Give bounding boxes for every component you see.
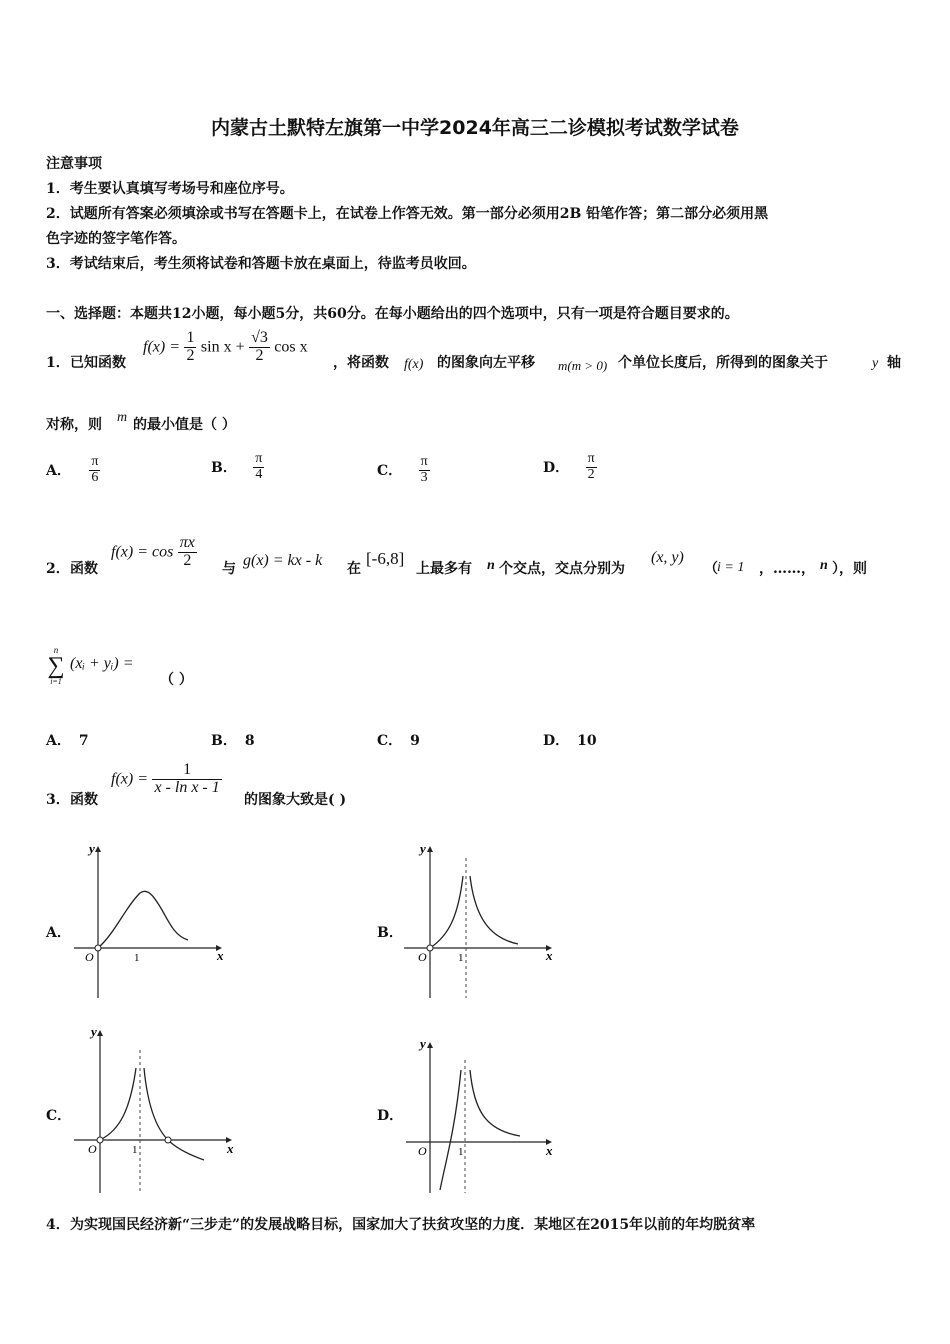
page-title: 内蒙古土默特左旗第一中学2024年高三二诊模拟考试数学试卷 xyxy=(211,117,739,139)
svg-text:y: y xyxy=(420,841,426,856)
q2-text: 在 xyxy=(347,561,361,577)
svg-text:1: 1 xyxy=(134,952,140,964)
svg-text:y: y xyxy=(91,1024,97,1039)
svg-text:1: 1 xyxy=(458,952,464,964)
q1-text: 的图象向左平移 xyxy=(437,355,535,371)
svg-text:y: y xyxy=(420,1036,426,1051)
notice-item: 1．考生要认真填写考场号和座位序号。 xyxy=(46,181,294,197)
q2-interval: [-6,8] xyxy=(366,549,405,568)
svg-text:O: O xyxy=(418,1144,427,1158)
q3-formula: f(x) = $\frac{1}{\text{x - ln x - 1}}$ xyxy=(111,761,220,796)
q2-xy: (x, y) xyxy=(651,549,684,566)
q3-graph-c xyxy=(70,1020,240,1195)
q3-text: 的图象大致是( ) xyxy=(244,792,347,808)
q1-option-a[interactable]: A． $\frac{\pi}{6}$ xyxy=(46,454,99,485)
q3-option-d[interactable]: D． xyxy=(377,1108,404,1124)
q1-option-b[interactable]: B． $\frac{\pi}{4}$ xyxy=(211,451,263,482)
q2-text: 上最多有 xyxy=(416,561,472,577)
q2-formula-f: f(x) = cos $\frac{\pi x}{2}$ xyxy=(111,534,195,569)
svg-text:1: 1 xyxy=(458,1146,464,1158)
q3-graph-b xyxy=(400,838,560,1003)
q2-n: n xyxy=(487,558,495,573)
q1-text: 的最小值是（ ） xyxy=(133,417,236,433)
q2-answer-paren: （ ） xyxy=(160,672,193,688)
q3-num: 3． xyxy=(46,792,70,808)
q2-text: 个交点，交点分别为 xyxy=(499,561,625,577)
q3-option-a[interactable]: A． xyxy=(46,925,71,941)
q3-text: 函数 xyxy=(70,792,98,808)
q2-text: 函数 xyxy=(70,561,98,577)
q1-text: 个单位长度后，所得到的图象关于 xyxy=(618,355,828,371)
q1-y: y xyxy=(872,356,879,371)
q2-option-a[interactable]: A． 7 xyxy=(46,733,89,749)
svg-text:x: x xyxy=(546,948,553,963)
q3-option-b[interactable]: B． xyxy=(377,925,403,941)
q1-option-d[interactable]: D． $\frac{\pi}{2}$ xyxy=(543,451,595,482)
q3-graph-d xyxy=(400,1030,560,1195)
q1-fx: f(x) xyxy=(404,357,424,372)
q1-formula: f(x) = $\frac{1}{2}$ sin x + $\frac{√3}{2}$ cos x xyxy=(143,329,308,364)
svg-text:O: O xyxy=(88,1142,97,1156)
q3-graph-a xyxy=(70,838,230,1003)
svg-text:1: 1 xyxy=(132,1144,138,1156)
q1-m: m(m > 0) xyxy=(558,358,608,373)
q1-m: m xyxy=(117,410,128,425)
q2-option-c[interactable]: C． 9 xyxy=(377,733,420,749)
q1-text: 轴 xyxy=(887,355,901,371)
q2-text: 与 xyxy=(222,561,236,577)
q2-text: ，……， xyxy=(759,561,815,577)
q1-text: 对称，则 xyxy=(46,417,102,433)
notice-item: 2．试题所有答案必须填涂或书写在答题卡上，在试卷上作答无效。第一部分必须用2B 铅笔作答；第二部分必须用黑 xyxy=(46,206,769,222)
q3-option-c[interactable]: C． xyxy=(46,1108,72,1124)
q1-option-c[interactable]: C． $\frac{\pi}{3}$ xyxy=(377,454,428,485)
q4-text: 为实现国民经济新“三步走”的发展战略目标，国家加大了扶贫攻坚的力度．某地区在2015年以前的年均脱贫率 xyxy=(70,1217,756,1233)
q2-option-b[interactable]: B． 8 xyxy=(211,733,255,749)
q2-option-d[interactable]: D． 10 xyxy=(543,733,597,749)
svg-text:x: x xyxy=(227,1141,234,1156)
q1-text: ，将函数 xyxy=(333,355,389,371)
svg-text:x: x xyxy=(217,948,224,963)
q1-num: 1． xyxy=(46,355,70,371)
notice-item: 3．考试结束后，考生须将试卷和答题卡放在桌面上，待监考员收回。 xyxy=(46,256,476,272)
q2-i: i = 1 xyxy=(717,560,745,575)
svg-text:x: x xyxy=(546,1143,553,1158)
svg-text:O: O xyxy=(418,950,427,964)
svg-text:y: y xyxy=(89,841,95,856)
q2-text: ），则 xyxy=(832,561,867,577)
q1-text: 已知函数 xyxy=(70,355,126,371)
q4-num: 4． xyxy=(46,1217,70,1233)
q2-num: 2． xyxy=(46,561,70,577)
q2-sum: n ∑ i=1 xyxy=(47,645,65,686)
q2-text: （ xyxy=(704,561,718,577)
notice-heading: 注意事项 xyxy=(46,156,102,172)
section-heading: 一、选择题：本题共12小题，每小题5分，共60分。在每小题给出的四个选项中，只有一项是符合题目要求的。 xyxy=(46,306,739,322)
svg-text:O: O xyxy=(85,950,94,964)
q2-formula-g: g(x) = kx - k xyxy=(243,552,323,569)
q2-sum-expr: (xᵢ + yᵢ) = xyxy=(70,655,134,672)
notice-item: 色字迹的签字笔作答。 xyxy=(46,231,186,247)
q2-n: n xyxy=(820,558,828,573)
